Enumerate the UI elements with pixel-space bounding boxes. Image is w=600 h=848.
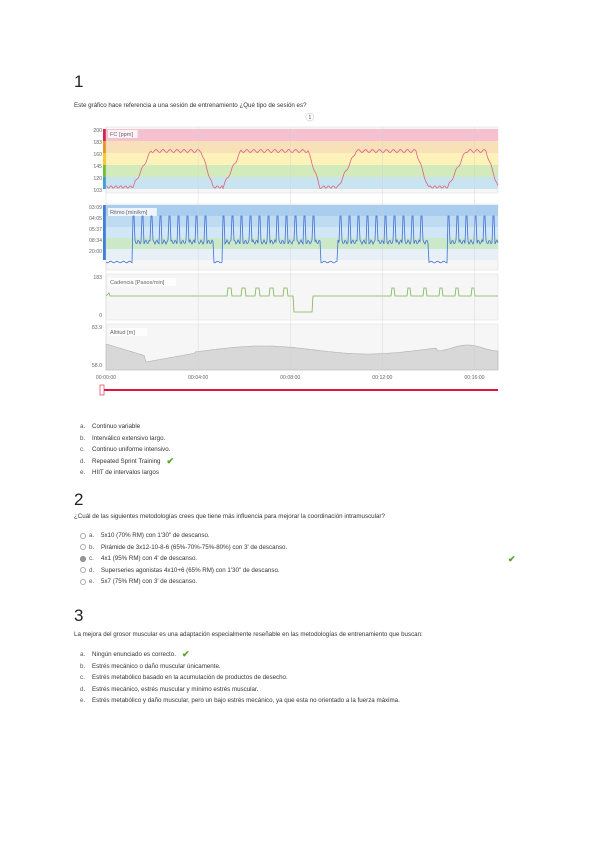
answer-option[interactable]: [80, 542, 287, 554]
question-number: 2: [74, 490, 84, 509]
answer-option: [80, 467, 174, 479]
y-tick-label: 160: [93, 152, 102, 158]
zone-marker: [103, 205, 106, 260]
y-tick-label: 103: [93, 188, 102, 194]
radio-button[interactable]: [80, 579, 86, 585]
answer-option: [80, 695, 400, 707]
option-letter: d.: [89, 566, 95, 574]
option-text: Estrés metabólico basado en la acumulación de productos de desecho.: [92, 674, 288, 682]
option-letter: e.: [80, 697, 86, 705]
option-text: Estrés metabólico y daño muscular, pero un bajo estrés mecánico, ya que esta no orientado a la fuerza máxima.: [92, 697, 400, 705]
radio-button[interactable]: [80, 533, 86, 539]
y-tick-label: 05:37: [89, 227, 102, 233]
option-text: Estrés mecánico, estrés muscular y mínimo estrés muscular.: [92, 685, 259, 693]
x-tick-label: 00:12:00: [372, 375, 393, 381]
option-letter: b.: [89, 543, 95, 551]
hr-zone-band: [106, 153, 498, 165]
top-marker-label: 1: [308, 115, 312, 121]
q2-options: [80, 530, 287, 588]
option-text: Pirámide de 3x12-10-8-6 (65%-70%-75%-80%) con 3' de descanso.: [101, 543, 288, 551]
option-letter: e.: [89, 578, 95, 586]
answer-option: [80, 433, 174, 445]
option-letter: a.: [80, 651, 86, 659]
series-label: Cadencia [Pasos/min]: [110, 280, 165, 286]
series-label: Ritmo [min/km]: [110, 210, 148, 216]
question-text: La mejora del grosor muscular es una adaptación especialmente reseñable en las metodologías de entrenamiento que buscan:: [74, 631, 423, 638]
answer-option[interactable]: [80, 553, 287, 565]
option-letter: b.: [80, 434, 86, 442]
answer-option: [80, 421, 174, 433]
answer-option: [80, 456, 174, 468]
training-session-chart: [88, 115, 498, 392]
option-text: 4x1 (95% RM) con 4' de descanso.: [101, 555, 198, 563]
check-icon: ✔: [181, 649, 190, 660]
y-tick-label: 04:05: [89, 216, 102, 222]
y-tick-label: 20:00: [89, 249, 102, 255]
option-text: HIIT de intervalos largos: [92, 469, 159, 477]
x-tick-label: 00:00:00: [95, 375, 117, 381]
x-tick-label: 00:16:00: [464, 375, 485, 381]
radio-button[interactable]: [80, 567, 86, 573]
check-icon: ✔: [166, 455, 174, 466]
check-icon: ✔: [508, 554, 516, 564]
answer-option[interactable]: [80, 565, 287, 577]
zone-marker: [103, 129, 106, 141]
zone-marker: [103, 165, 106, 177]
option-letter: d.: [80, 457, 86, 465]
question-text: ¿Cuál de las siguientes metodologías crees que tiene más influencia para mejorar la coordinación intramuscular?: [74, 513, 385, 520]
answer-option: [80, 672, 400, 684]
option-letter: e.: [80, 469, 86, 477]
option-letter: a.: [89, 532, 95, 540]
y-tick-label: 08:34: [89, 238, 102, 244]
question-number: 1: [74, 72, 84, 91]
progress-handle: [100, 385, 104, 395]
y-tick-label: 83.9: [91, 325, 102, 331]
y-tick-label: 0: [99, 313, 102, 319]
option-letter: b.: [80, 662, 86, 670]
option-text: Interválico extensivo largo.: [92, 434, 166, 442]
x-tick-label: 00:08:00: [280, 375, 301, 381]
radio-button[interactable]: [80, 544, 86, 550]
pace-zone-band: [106, 216, 498, 227]
option-letter: c.: [89, 555, 94, 563]
y-tick-label: 200: [93, 128, 102, 134]
option-text: Estrés mecánico o daño muscular únicamente.: [92, 662, 221, 670]
series-label: Altitud [m]: [110, 330, 135, 336]
option-letter: a.: [80, 423, 86, 431]
y-tick-label: 145: [93, 164, 102, 170]
answer-option[interactable]: [80, 576, 287, 588]
option-text: Superseries agonistas 4x10+6 (65% RM) con 1'30" de descanso.: [101, 566, 280, 574]
answer-option[interactable]: [80, 530, 287, 542]
option-text: Repeated Sprint Training: [92, 457, 161, 465]
option-text: Continuo variable: [92, 423, 141, 431]
y-tick-label: 58.0: [91, 363, 102, 369]
option-text: 5x7 (75% RM) con 3' de descanso.: [101, 578, 198, 586]
question-text: Este gráfico hace referencia a una sesión de entrenamiento ¿Qué tipo de sesión es?: [74, 102, 307, 109]
pace-zone-band: [106, 249, 498, 260]
option-text: Continuo uniforme intensivo.: [92, 446, 171, 454]
x-tick-label: 00:04:00: [188, 375, 209, 381]
q1-options: [80, 421, 174, 479]
hr-zone-band: [106, 129, 498, 141]
answer-option: [80, 444, 174, 456]
pace-zone-band: [106, 227, 498, 238]
pace-zone-band: [106, 238, 498, 249]
y-tick-label: 120: [93, 176, 102, 182]
zone-marker: [103, 177, 106, 189]
answer-option: [80, 661, 400, 673]
zone-marker: [103, 141, 106, 153]
series-label: FC [ppm]: [110, 132, 134, 138]
y-tick-label: 183: [93, 140, 102, 146]
y-tick-label: 183: [93, 275, 102, 281]
answer-option: [80, 684, 400, 696]
option-text: 5x10 (70% RM) con 1'30" de descanso.: [101, 532, 210, 540]
answer-option: [80, 649, 400, 661]
y-tick-label: 03:09: [89, 205, 102, 211]
option-letter: c.: [80, 674, 85, 682]
q3-options: [80, 649, 400, 707]
pace-zone-band: [106, 205, 498, 216]
option-text: Ningún enunciado es correcto.: [92, 651, 176, 659]
zone-marker: [103, 153, 106, 165]
hr-zone-band: [106, 177, 498, 189]
option-letter: c.: [80, 446, 85, 454]
option-letter: d.: [80, 685, 86, 693]
hr-zone-band: [106, 165, 498, 177]
radio-button[interactable]: [80, 556, 86, 562]
question-number: 3: [74, 606, 84, 625]
